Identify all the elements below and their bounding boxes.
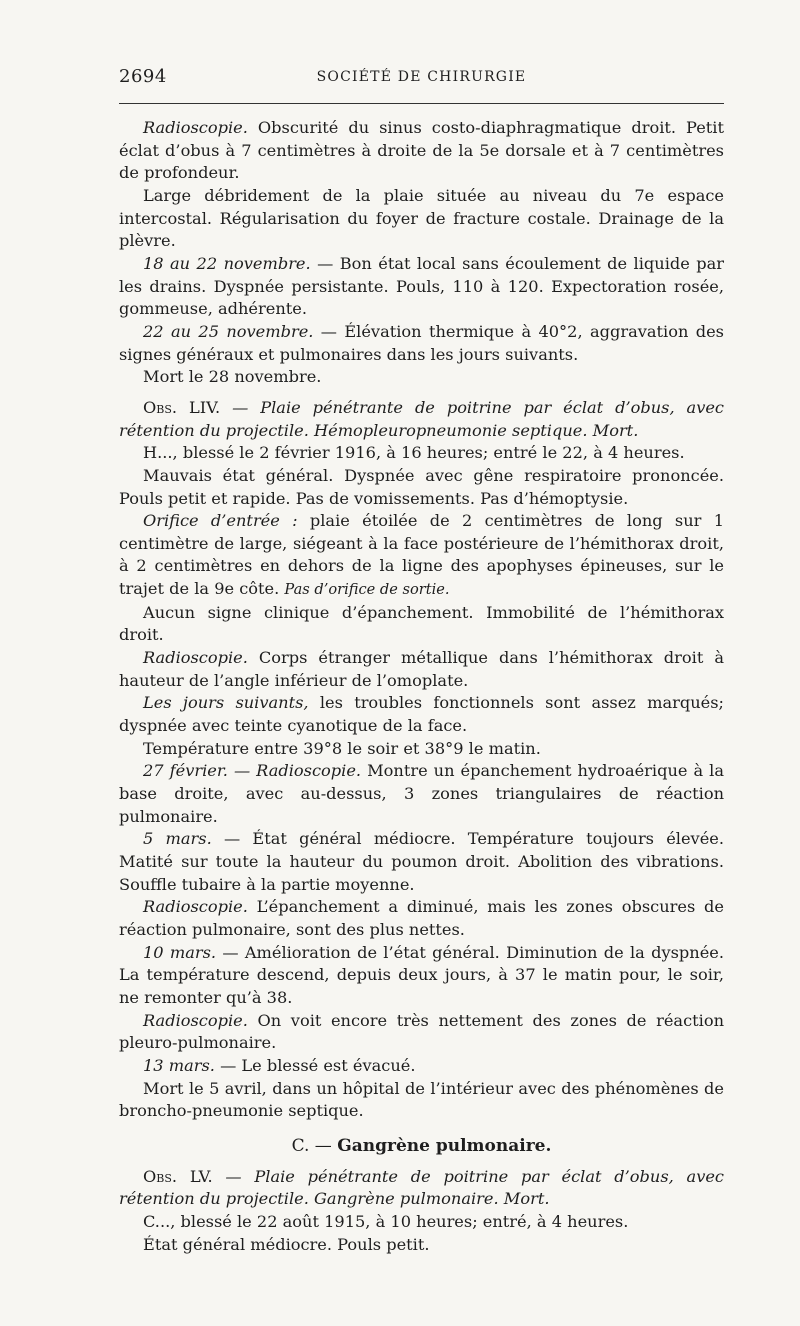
observation-heading (119, 397, 724, 442)
paragraph (119, 1078, 724, 1123)
observation-label: Obs. LV. (143, 1166, 213, 1186)
paragraph-text: Montre un épanchement hydroaérique à la base droite, avec au-dessus, 3 zones triangulaires de réaction pulmonaire. (119, 761, 724, 826)
paragraph (119, 760, 724, 828)
paragraph-text: — Le blessé est évacué. (214, 1055, 416, 1075)
paragraph-lead: 18 au 22 novembre. (143, 253, 311, 273)
section-heading (119, 1135, 724, 1158)
paragraph-text: État général médiocre. Pouls petit. (143, 1234, 430, 1254)
paragraph (119, 185, 724, 253)
paragraph-text: H..., blessé le 2 février 1916, à 16 heures; entré le 22, à 4 heures. (143, 443, 685, 463)
running-title: SOCIÉTÉ DE CHIRURGIE (316, 69, 527, 85)
paragraph (119, 510, 724, 602)
observation-title: — Plaie pénétrante de poitrine par éclat d’obus, avec rétention du projectile. Hémopleuropneumonie septique. Mort. (119, 397, 724, 440)
paragraph (119, 647, 724, 692)
paragraph-text: plaie étoilée de 2 centimètres de long sur 1 centimètre de large, siégeant à la face postérieure de l’hémithorax droit, à 2 centimètres en dehors de la ligne des apophyses épineuses, sur le trajet de la 9e côte. (119, 511, 725, 599)
observation-label: Obs. LIV. (143, 397, 221, 417)
paragraph-tail: Pas d’orifice de sortie. (284, 581, 450, 599)
page-header (119, 66, 724, 90)
paragraph (119, 1234, 724, 1257)
paragraph-text: — Bon état local sans écoulement de liquide par les drains. Dyspnée persistante. Pouls, 110 à 120. Expectoration rosée, gommeuse, adhérente. (119, 253, 725, 319)
paragraph-lead: 10 mars. (143, 942, 217, 962)
paragraph (119, 1010, 724, 1055)
paragraph-text: Corps étranger métallique dans l’hémithorax droit à hauteur de l’angle inférieur de l’omoplate. (119, 648, 724, 690)
paragraph-lead: Orifice d’entrée : (143, 511, 298, 531)
paragraph-text: les troubles fonctionnels sont assez marqués; dyspnée avec teinte cyanotique de la face. (119, 693, 724, 736)
paragraph (119, 321, 724, 366)
paragraph-text: Température entre 39°8 le soir et 38°9 le matin. (143, 738, 541, 758)
paragraph (119, 942, 724, 1010)
paragraph (119, 1055, 724, 1078)
paragraph-text: Mort le 28 novembre. (143, 367, 322, 387)
paragraph-lead: 5 mars. (143, 829, 212, 849)
paragraph (119, 896, 724, 941)
paragraph-text: — Élévation thermique à 40°2, aggravation des signes généraux et pulmonaires dans les jours suivants. (119, 321, 724, 364)
section-title: Gangrène pulmonaire. (337, 1135, 552, 1156)
paragraph-lead: Radioscopie. (143, 897, 248, 917)
paragraph-lead: Radioscopie. (143, 1010, 248, 1030)
paragraph-text: Mauvais état général. Dyspnée avec gêne respiratoire prononcée. Pouls petit et rapide. Pas de vomissements. Pas d’hémoptysie. (119, 465, 724, 508)
paragraph-lead: 22 au 25 novembre. (143, 321, 314, 341)
paragraph (119, 602, 724, 647)
section-prefix: C. — (291, 1135, 338, 1156)
paragraph-text: C..., blessé le 22 août 1915, à 10 heures; entré, à 4 heures. (143, 1211, 629, 1231)
observation-title: — Plaie pénétrante de poitrine par éclat d’obus, avec rétention du projectile. Gangrène pulmonaire. Mort. (119, 1166, 724, 1209)
observation-heading (119, 1166, 724, 1211)
paragraph-text: — État général médiocre. Température toujours élevée. Matité sur toute la hauteur du poumon droit. Abolition des vibrations. Souffle tubaire à la partie moyenne. (119, 829, 725, 894)
paragraph-text: — Amélioration de l’état général. Diminution de la dyspnée. La température descend, depuis deux jours, à 37 le matin pour, le soir, ne remonter qu’à 38. (119, 942, 725, 1007)
paragraph-lead: 13 mars. (143, 1055, 215, 1075)
paragraph-text: Large débridement de la plaie située au niveau du 7e espace intercostal. Régularisation du foyer de fracture costale. Drainage de la plèvre. (119, 185, 724, 251)
paragraph (119, 465, 724, 510)
paragraph-text: Obscurité du sinus costo-diaphragmatique droit. Petit éclat d’obus à 7 centimètres à droite de la 5e dorsale et à 7 centimètres de profondeur. (119, 118, 724, 183)
paragraph-text: Mort le 5 avril, dans un hôpital de l’intérieur avec des phénomènes de broncho-pneumonie septique. (119, 1078, 724, 1121)
paragraph-text: Aucun signe clinique d’épanchement. Immobilité de l’hémithorax droit. (119, 602, 724, 645)
paragraph (119, 366, 724, 389)
paragraph-text: L’épanchement a diminué, mais les zones obscures de réaction pulmonaire, sont des plus nettes. (119, 897, 724, 939)
header-rule (119, 103, 724, 104)
paragraph (119, 442, 724, 465)
page-number: 2694 (119, 66, 167, 87)
paragraph (119, 117, 724, 185)
paragraph-lead: Radioscopie. (143, 648, 248, 668)
paragraph (119, 828, 724, 896)
paragraph (119, 692, 724, 737)
paragraph (119, 253, 724, 321)
paragraph-lead: Radioscopie. (143, 118, 248, 137)
paragraph (119, 738, 724, 761)
paragraph (119, 1211, 724, 1234)
paragraph-lead: 27 février. — Radioscopie. (143, 761, 362, 781)
page-body (119, 117, 724, 1256)
paragraph-lead: Les jours suivants, (143, 693, 309, 713)
paragraph-text: On voit encore très nettement des zones de réaction pleuro-pulmonaire. (119, 1010, 724, 1053)
